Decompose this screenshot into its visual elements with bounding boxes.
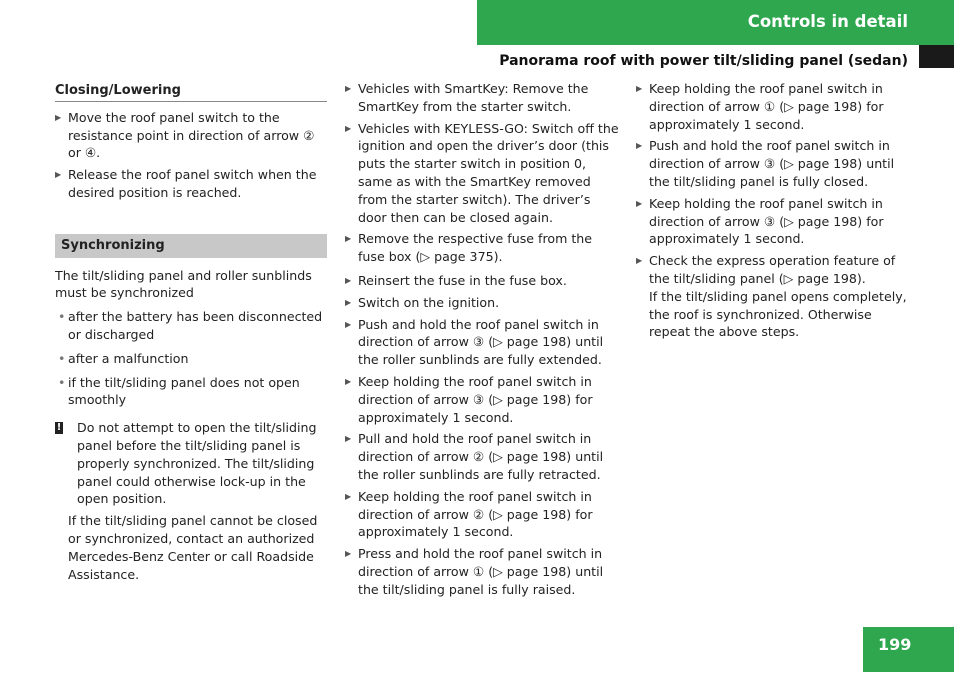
bullet-item: • after a malfunction [55, 350, 327, 368]
heading-closing-lowering: Closing/Lowering [55, 82, 327, 102]
section-tab-marker [919, 45, 954, 68]
warning-text: Do not attempt to open the tilt/sliding panel before the tilt/sliding panel is properly synchronized. The tilt/sliding panel could otherwise lock-up in the open position. [77, 420, 317, 507]
page-number: 199 [878, 635, 912, 654]
step-item: ▶ Push and hold the roof panel switch in direction of arrow ③ (▷ page 198) until the tilt/sliding panel is fully closed. [636, 137, 912, 190]
step-item: ▶ Keep holding the roof panel switch in direction of arrow ② (▷ page 198) for approximately 1 second. [345, 488, 621, 541]
column-1 [55, 80, 327, 583]
step-item: ▶ Vehicles with SmartKey: Remove the SmartKey from the starter switch. [345, 80, 621, 116]
bullet-item: • if the tilt/sliding panel does not open smoothly [55, 374, 327, 410]
warning-block [55, 419, 327, 583]
step-item: ▶ Keep holding the roof panel switch in direction of arrow ③ (▷ page 198) for approximately 1 second. [636, 195, 912, 248]
sync-intro: The tilt/sliding panel and roller sunblinds must be synchronized [55, 267, 312, 301]
warning-icon: ! [56, 422, 62, 434]
step-item: ▶ Pull and hold the roof panel switch in direction of arrow ② (▷ page 198) until the roller sunblinds are fully retracted. [345, 430, 621, 483]
step-item: ▶ Push and hold the roof panel switch in direction of arrow ③ (▷ page 198) until the roller sunblinds are fully extended. [345, 316, 621, 369]
bullet-item: • after the battery has been disconnected or discharged [55, 308, 327, 344]
step-item: ▶ Check the express operation feature of the tilt/sliding panel (▷ page 198). [636, 252, 912, 288]
step-item: ▶ Vehicles with KEYLESS-GO: Switch off the ignition and open the driver’s door (this puts the starter switch in position 0, same as with the SmartKey removed from the starter switch). The driver’s door then can be closed again. [345, 120, 621, 227]
step-item: ▶ Press and hold the roof panel switch in direction of arrow ① (▷ page 198) until the tilt/sliding panel is fully raised. [345, 545, 621, 598]
column-2 [345, 80, 621, 603]
page-subtitle: Panorama roof with power tilt/sliding panel (sedan) [499, 53, 908, 69]
section-title: Controls in detail [747, 12, 908, 31]
heading-synchronizing: Synchronizing [55, 234, 327, 258]
step-item: ▶ Move the roof panel switch to the resistance point in direction of arrow ② or ④. [55, 109, 327, 162]
step-item: ▶ Switch on the ignition. [345, 294, 621, 312]
sync-result-note: If the tilt/sliding panel opens completely, the roof is synchronized. Otherwise repeat the above steps. [649, 288, 907, 340]
step-item: ▶ Keep holding the roof panel switch in direction of arrow ③ (▷ page 198) for approximately 1 second. [345, 373, 621, 426]
step-item: ▶ Reinsert the fuse in the fuse box. [345, 272, 621, 290]
step-item: ▶ Release the roof panel switch when the desired position is reached. [55, 166, 327, 202]
step-item: ▶ Keep holding the roof panel switch in direction of arrow ① (▷ page 198) for approximately 1 second. [636, 80, 912, 133]
step-item: ▶ Remove the respective fuse from the fuse box (▷ page 375). [345, 230, 621, 266]
column-3 [636, 80, 912, 341]
warning-extra-text: If the tilt/sliding panel cannot be closed or synchronized, contact an authorized Mercedes-Benz Center or call Roadside Assistance. [68, 513, 318, 582]
